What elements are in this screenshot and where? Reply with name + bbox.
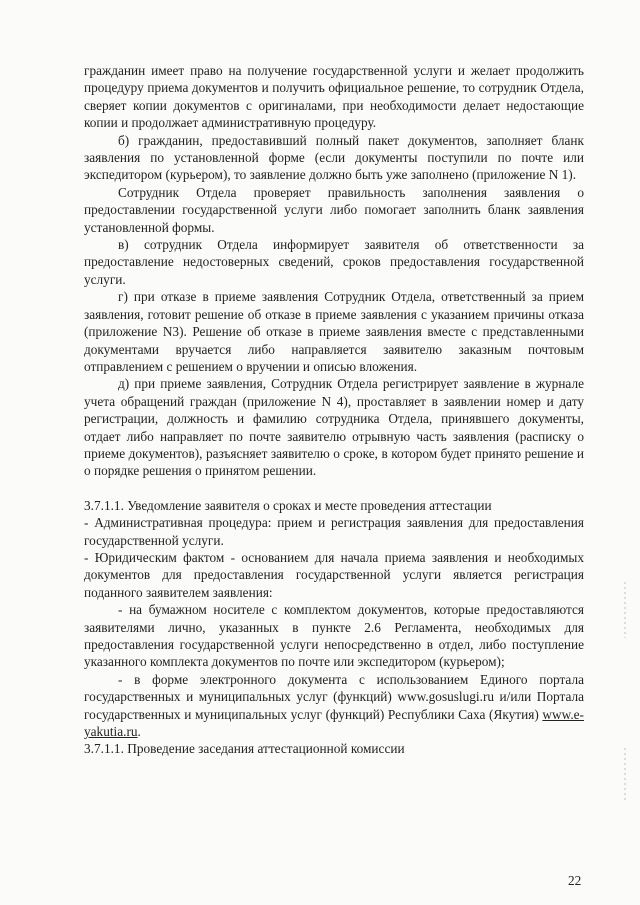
final-heading: 3.7.1.1. Проведение заседания аттестационной комиссии <box>84 741 405 757</box>
paragraph-v: в) сотрудник Отдела информирует заявителя об ответственности за предоставление недостоверных сведений, сроков предоставления государственной услуги. <box>84 237 584 287</box>
section-heading: 3.7.1.1. Уведомление заявителя о сроках и месте проведения аттестации <box>84 497 492 513</box>
paragraph-d: д) при приеме заявления, Сотрудник Отдела регистрирует заявление в журнале учета обращений граждан (приложение N 4), проставляет в заявлении номер и дату регистрации, должность и фамилию сотрудника Отдела, принявшего документы, отдает либо направляет по почте заявителю отрывную часть заявления (расписку о приеме документов), разъясняет заявителю о сроке, в котором будет принято решение и о порядке решения о принятом решении. <box>84 376 584 479</box>
electronic-item-end: . <box>137 724 141 740</box>
legal-fact-paragraph: - Юридическим фактом - основанием для начала приема заявления и необходимых документов для предоставления государственной услуги является регистрация поданного заявителем заявления: <box>84 549 584 600</box>
paragraph-b: б) гражданин, предоставивший полный пакет документов, заполняет бланк заявления по установленной форме (если документы поступили по почте или экспедитором (курьером), то заявление должно быть уже заполнено (приложение N 1). <box>84 132 584 183</box>
electronic-item-text: - в форме электронного документа с использованием Единого портала государственных и муниципальных услуг (функций) www.gosuslugi.ru и/или Портала государственных и муниципальных услуг (функций) Республики Саха (Якутия) <box>84 671 584 722</box>
scan-edge-mark-lower <box>624 748 626 800</box>
e-yakutia-link[interactable]: www.e-yakutia.ru <box>84 706 584 740</box>
paragraph-check: Сотрудник Отдела проверяет правильность заполнения заявления о предоставлении государственной услуги либо помогает заполнить бланк заявления установленной формы. <box>84 184 584 235</box>
electronic-item-paragraph <box>84 671 584 741</box>
page-number: 22 <box>568 873 582 888</box>
paper-item-paragraph: - на бумажном носителе с комплектом документов, которые предоставляются заявителями лично, указанных в пункте 2.6 Регламента, необходимых для предоставления государственной услуги непосредственно в отдел, либо поступление указанного комплекта документов по почте или экспедитором (курьером); <box>84 602 584 670</box>
paragraph-g: г) при отказе в приеме заявления Сотрудник Отдела, ответственный за прием заявления, готовит решение об отказе в приеме заявления с указанием причины отказа (приложение N3). Решение об отказе в приеме заявления вместе с представленными документами вручается либо направляется заявителю заказным почтовым отправлением с решением о вручении и описью вложения. <box>84 289 584 374</box>
scan-edge-mark-upper <box>624 582 626 638</box>
paragraph-continuation: гражданин имеет право на получение государственной услуги и желает продолжить процедуру приема документов и получить официальное решение, то сотрудник Отдела, сверяет копии документов с оригиналами, при необходимости делает недостающие копии и продолжает административную процедуру. <box>84 63 584 131</box>
document-body <box>84 62 584 758</box>
procedure-paragraph: - Административная процедура: прием и регистрация заявления для предоставления государственной услуги. <box>84 515 584 548</box>
